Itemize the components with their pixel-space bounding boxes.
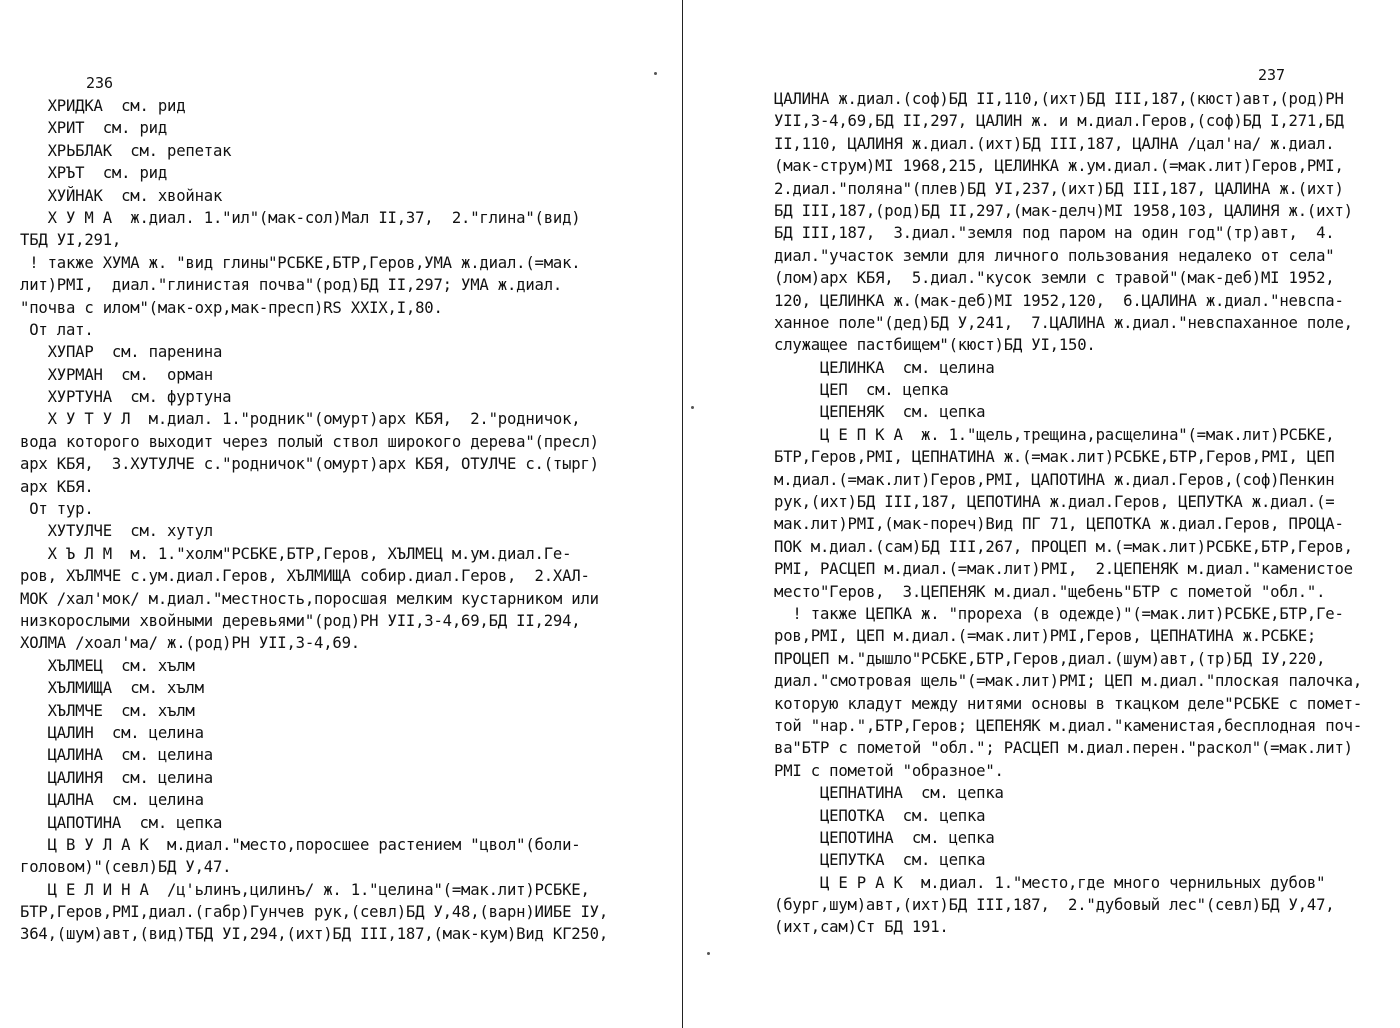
text-line: ХРЬБЛАК см. репетак: [20, 141, 232, 160]
text-line: головом)"(севл)БД У,47.: [20, 858, 232, 877]
text-line: ЦАЛНА см. целина: [20, 791, 204, 810]
text-line: м.диал.(=мак.лит)Геров,РМI, ЦАПОТИНА ж.диал.Геров,(соф)Пенкин: [774, 470, 1335, 489]
text-line: которую кладут между нитями основы в ткацком деле"РСБКЕ с помет-: [774, 694, 1363, 713]
text-line: рук,(ихт)БД III,187, ЦЕПОТИНА ж.диал.Геров, ЦЕПУТКА ж.диал.(=: [774, 493, 1335, 512]
text-line: РМI с пометой "образное".: [774, 761, 1004, 780]
page-divider: [682, 0, 683, 1028]
text-line: ров,РМI, ЦЕП м.диал.(=мак.лит)РМI,Геров, ЦЕПНАТИНА ж.РСБКЕ;: [774, 627, 1317, 646]
text-line: ЦЕПОТКА см. цепка: [774, 806, 986, 825]
scan-speck: [707, 952, 710, 955]
text-line: лит)РМI, диал."глинистая почва"(род)БД II,297; УМА ж.диал.: [20, 276, 563, 295]
page-number: 236: [86, 74, 114, 92]
text-line: вода которого выходит через полый ствол широкого дерева"(пресл): [20, 432, 599, 451]
text-line: ХЪЛМИЩА см. хълм: [20, 679, 204, 698]
text-line: ! также ХУМА ж. "вид глины"РСБКЕ,БТР,Геров,УМА ж.диал.(=мак.: [20, 253, 581, 272]
right-page-text: [774, 88, 1362, 939]
left-page-text: [20, 95, 608, 946]
text-line: II,110, ЦАЛИНЯ ж.диал.(ихт)БД III,187, ЦАЛНА /цал'на/ ж.диал.: [774, 134, 1335, 153]
text-line: ХРЪТ см. рид: [20, 164, 168, 183]
text-line: арх КБЯ, 3.ХУТУЛЧЕ с."родничок"(омурт)арх КБЯ, ОТУЛЧЕ с.(тырг): [20, 455, 599, 474]
text-line: ХЪЛМЧЕ см. хълм: [20, 701, 195, 720]
text-line: арх КБЯ.: [20, 477, 94, 496]
text-line: ЦЕПНАТИНА см. цепка: [774, 784, 1004, 803]
text-line: ЦАЛИНА ж.диал.(соф)БД II,110,(ихт)БД III,187,(кюст)авт,(род)РН: [774, 90, 1344, 108]
text-line: (мак-струм)MI 1968,215, ЦЕЛИНКА ж.ум.диал.(=мак.лит)Геров,РМI,: [774, 157, 1344, 176]
left-page: [0, 0, 682, 1028]
text-line: Ц Е Р А К м.диал. 1."место,где много чернильных дубов": [774, 873, 1326, 892]
scan-speck: [691, 406, 694, 409]
text-line: Ц Е Л И Н А /ц'ьлинъ,цилинъ/ ж. 1."целина"(=мак.лит)РСБКЕ,: [20, 880, 590, 899]
text-line: "почва с илом"(мак-охр,мак-пресп)RS XXIX,I,80.: [20, 298, 443, 317]
text-line: (лом)арх КБЯ, 5.диал."кусок земли с травой"(мак-деб)MI 1952,: [774, 269, 1335, 288]
text-line: мак.лит)РМI,(мак-пореч)Вид ПГ 71, ЦЕПОТКА ж.диал.Геров, ПРОЦА-: [774, 515, 1344, 534]
scan-speck: [654, 72, 657, 75]
text-line: БД III,187,(род)БД II,297,(мак-делч)MI 1958,103, ЦАЛИНЯ ж.(ихт): [774, 201, 1353, 220]
text-line: Х У Т У Л м.диал. 1."родник"(омурт)арх КБЯ, 2."родничок,: [20, 410, 581, 429]
text-line: БТР,Геров,РМI,диал.(габр)Гунчев рук,(севл)БД У,48,(варн)ИИБЕ IУ,: [20, 903, 609, 922]
page-number: 237: [1258, 66, 1286, 84]
text-line: БТР,Геров,РМI, ЦЕПНАТИНА ж.(=мак.лит)РСБКЕ,БТР,Геров,РМI, ЦЕП: [774, 448, 1335, 467]
text-line: диал."смотровая щель"(=мак.лит)РМI; ЦЕП м.диал."плоская палочка,: [774, 672, 1363, 691]
text-line: РМI, РАСЦЕП м.диал.(=мак.лит)РМI, 2.ЦЕПЕНЯК м.диал."каменистое: [774, 560, 1353, 579]
text-line: ХУТУЛЧЕ см. хутул: [20, 522, 213, 541]
text-line: От тур.: [20, 500, 94, 519]
text-line: служащее пастбищем"(кюст)БД УI,150.: [774, 336, 1096, 355]
text-line: ПРОЦЕП м."дышло"РСБКЕ,БТР,Геров,диал.(шум)авт,(тр)БД IУ,220,: [774, 649, 1326, 668]
text-line: ! также ЦЕПКА ж. "прореха (в одежде)"(=мак.лит)РСБКЕ,БТР,Ге-: [774, 604, 1344, 623]
text-line: 364,(шум)авт,(вид)ТБД УI,294,(ихт)БД III,187,(мак-кум)Вид КГ250,: [20, 925, 609, 944]
text-line: ЦЕПЕНЯК см. цепка: [774, 403, 986, 422]
text-line: МОК /хал'мок/ м.диал."местность,поросшая мелким кустарником или: [20, 589, 599, 608]
text-line: ЦАЛИНЯ см. целина: [20, 768, 213, 787]
text-line: ЦАПОТИНА см. цепка: [20, 813, 223, 832]
text-line: ТБД УI,291,: [20, 231, 122, 250]
text-line: ханное поле"(дед)БД У,241, 7.ЦАЛИНА ж.диал."невспаханное поле,: [774, 313, 1353, 332]
text-line: место"Геров, 3.ЦЕПЕНЯК м.диал."щебень"БТР с пометой "обл.".: [774, 582, 1326, 601]
text-line: ХЪЛМЕЦ см. хълм: [20, 656, 195, 675]
text-line: диал."участок земли для личного пользования недалеко от села": [774, 246, 1335, 265]
text-line: ПОК м.диал.(сам)БД III,267, ПРОЦЕП м.(=мак.лит)РСБКЕ,БТР,Геров,: [774, 537, 1353, 556]
text-line: От лат.: [20, 320, 94, 339]
text-line: Х У М А ж.диал. 1."ил"(мак-сол)Мал II,37, 2."глина"(вид): [20, 208, 581, 227]
text-line: ва"БТР с пометой "обл."; РАСЦЕП м.диал.перен."раскол"(=мак.лит): [774, 739, 1353, 758]
text-line: ХУРМАН см. орман: [20, 365, 213, 384]
text-line: БД III,187, 3.диал."земля под паром на один год"(тр)авт, 4.: [774, 224, 1335, 243]
text-line: ХУПАР см. паренина: [20, 343, 223, 362]
right-page: [690, 0, 1400, 1028]
text-line: (бург,шум)авт,(ихт)БД III,187, 2."дубовый лес"(севл)БД У,47,: [774, 896, 1335, 915]
text-line: ХОЛМА /хоал'ма/ ж.(род)РН УII,3-4,69.: [20, 634, 360, 653]
text-line: ЦЕПОТИНА см. цепка: [774, 828, 995, 847]
text-line: ЦЕПУТКА см. цепка: [774, 851, 986, 870]
text-line: ЦЕП см. цепка: [774, 381, 949, 400]
text-line: Х Ъ Л М м. 1."холм"РСБКЕ,БТР,Геров, ХЪЛМЕЦ м.ум.диал.Ге-: [20, 544, 572, 563]
text-line: 2.диал."поляна"(плев)БД УI,237,(ихт)БД III,187, ЦАЛИНА ж.(ихт): [774, 179, 1344, 198]
text-line: ХРИТ см. рид: [20, 119, 168, 138]
text-line: низкорослыми хвойными деревьями"(род)РН УII,3-4,69,БД II,294,: [20, 611, 581, 630]
text-line: ХУЙНАК см. хвойнак: [20, 186, 223, 205]
text-line: Ц Е П К А ж. 1."щель,трещина,расщелина"(=мак.лит)РСБКЕ,: [774, 425, 1335, 444]
text-line: ров, ХЪЛМЧЕ с.ум.диал.Геров, ХЪЛМИЩА собир.диал.Геров, 2.ХАЛ-: [20, 567, 590, 586]
text-line: ЦАЛИНА см. целина: [20, 746, 213, 765]
text-line: УII,3-4,69,БД II,297, ЦАЛИН ж. и м.диал.Геров,(соф)БД I,271,БД: [774, 112, 1344, 131]
text-line: той "нар.",БТР,Геров; ЦЕПЕНЯК м.диал."каменистая,бесплодная поч-: [774, 716, 1363, 735]
text-line: ЦАЛИН см. целина: [20, 723, 204, 742]
text-line: ХРИДКА см. рид: [20, 97, 186, 115]
text-line: ЦЕЛИНКА см. целина: [774, 358, 995, 377]
text-line: ХУРТУНА см. фуртуна: [20, 388, 232, 407]
text-line: Ц В У Л А К м.диал."место,поросшее растением "цвол"(боли-: [20, 835, 581, 854]
text-line: 120, ЦЕЛИНКА ж.(мак-деб)MI 1952,120, 6.ЦАЛИНА ж.диал."невспа-: [774, 291, 1344, 310]
text-line: (ихт,сам)Ст БД 191.: [774, 918, 949, 937]
